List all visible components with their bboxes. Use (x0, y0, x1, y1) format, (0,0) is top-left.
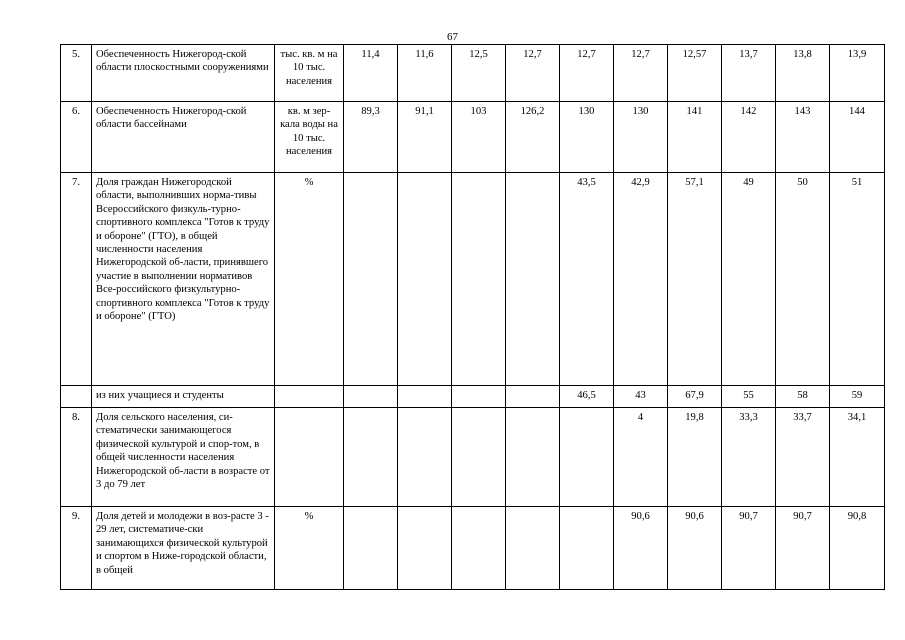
value-cell: 67,9 (668, 386, 722, 408)
value-cell: 130 (560, 102, 614, 173)
value-cell (398, 386, 452, 408)
value-cell: 91,1 (398, 102, 452, 173)
value-cell (398, 507, 452, 590)
row-number: 8. (61, 408, 92, 507)
value-cell (506, 408, 560, 507)
value-cell: 51 (830, 173, 885, 386)
value-cell: 12,5 (452, 45, 506, 102)
value-cell (344, 507, 398, 590)
value-cell: 90,7 (722, 507, 776, 590)
value-cell: 57,1 (668, 173, 722, 386)
value-cell (506, 386, 560, 408)
value-cell: 90,7 (776, 507, 830, 590)
indicator-name: Обеспеченность Нижегород-ской области плоскостными сооружениями (92, 45, 275, 102)
value-cell: 58 (776, 386, 830, 408)
indicator-name: Доля сельского населения, си-стематически занимающегося физической культурой и спор-том, в общей численности населения Нижегородской об-ласти в возрасте от 3 до 79 лет (92, 408, 275, 507)
value-cell (344, 408, 398, 507)
value-cell: 43,5 (560, 173, 614, 386)
unit-cell: % (275, 507, 344, 590)
row-number (61, 386, 92, 408)
value-cell (506, 173, 560, 386)
value-cell: 103 (452, 102, 506, 173)
value-cell: 89,3 (344, 102, 398, 173)
value-cell (344, 173, 398, 386)
value-cell: 126,2 (506, 102, 560, 173)
indicator-name: Обеспеченность Нижегород-ской области бассейнами (92, 102, 275, 173)
indicators-table (60, 44, 885, 590)
value-cell (560, 408, 614, 507)
value-cell: 50 (776, 173, 830, 386)
value-cell: 13,7 (722, 45, 776, 102)
value-cell: 141 (668, 102, 722, 173)
value-cell: 90,6 (614, 507, 668, 590)
value-cell (398, 173, 452, 386)
value-cell: 144 (830, 102, 885, 173)
row-number: 6. (61, 102, 92, 173)
unit-cell (275, 408, 344, 507)
value-cell: 33,3 (722, 408, 776, 507)
value-cell: 13,8 (776, 45, 830, 102)
value-cell (452, 507, 506, 590)
value-cell: 12,7 (614, 45, 668, 102)
value-cell: 43 (614, 386, 668, 408)
value-cell: 12,7 (560, 45, 614, 102)
value-cell: 13,9 (830, 45, 885, 102)
value-cell: 90,6 (668, 507, 722, 590)
row-number: 5. (61, 45, 92, 102)
unit-cell: % (275, 173, 344, 386)
unit-cell (275, 386, 344, 408)
value-cell: 12,7 (506, 45, 560, 102)
value-cell: 130 (614, 102, 668, 173)
table-row (61, 102, 885, 173)
value-cell: 42,9 (614, 173, 668, 386)
value-cell (560, 507, 614, 590)
table-row (61, 45, 885, 102)
row-number: 7. (61, 173, 92, 386)
table-body (61, 45, 885, 590)
unit-cell: кв. м зер-кала воды на 10 тыс. населения (275, 102, 344, 173)
value-cell: 90,8 (830, 507, 885, 590)
value-cell: 49 (722, 173, 776, 386)
table-row (61, 408, 885, 507)
value-cell: 11,6 (398, 45, 452, 102)
value-cell: 33,7 (776, 408, 830, 507)
value-cell (344, 386, 398, 408)
indicator-name: Доля детей и молодежи в воз-расте 3 - 29 лет, систематиче-ски занимающихся физической культурой и спортом в Ниже-городской области, в общей (92, 507, 275, 590)
table-row (61, 507, 885, 590)
row-number: 9. (61, 507, 92, 590)
indicator-name: из них учащиеся и студенты (92, 386, 275, 408)
value-cell (452, 386, 506, 408)
value-cell: 11,4 (344, 45, 398, 102)
unit-cell: тыс. кв. м на 10 тыс. населения (275, 45, 344, 102)
page-number: 67 (447, 31, 458, 43)
value-cell: 55 (722, 386, 776, 408)
value-cell: 34,1 (830, 408, 885, 507)
value-cell: 4 (614, 408, 668, 507)
value-cell: 19,8 (668, 408, 722, 507)
value-cell (452, 408, 506, 507)
table-row (61, 386, 885, 408)
value-cell: 12,57 (668, 45, 722, 102)
value-cell: 143 (776, 102, 830, 173)
value-cell: 46,5 (560, 386, 614, 408)
value-cell (452, 173, 506, 386)
value-cell: 142 (722, 102, 776, 173)
value-cell (398, 408, 452, 507)
table-row (61, 173, 885, 386)
value-cell: 59 (830, 386, 885, 408)
value-cell (506, 507, 560, 590)
indicator-name: Доля граждан Нижегородской области, выполнивших норма-тивы Всероссийского физкуль-турно-спортивного комплекса "Готов к труду и обороне" (ГТО), в общей численности населения Нижегородской об-ласти, принявшего участие в выполнении нормативов Все-российского физкультурно-спортивного комплекса "Готов к труду и обороне" (ГТО) (92, 173, 275, 386)
